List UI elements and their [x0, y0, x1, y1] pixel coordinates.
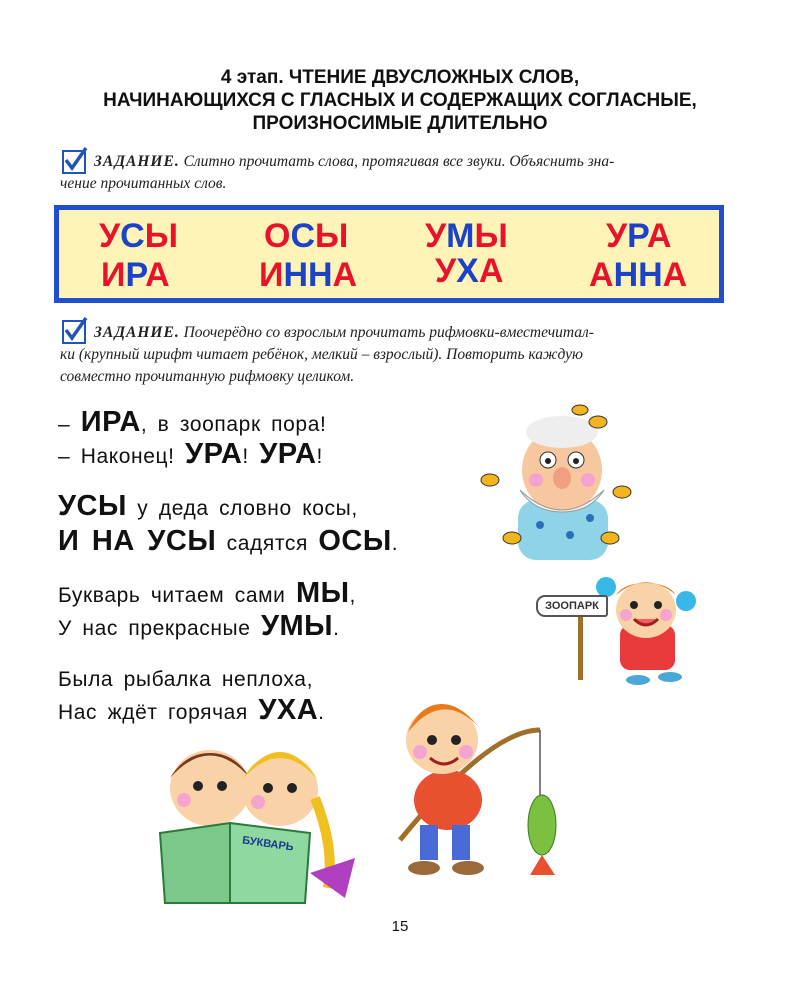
- rhyme-2-line-1: УСЫ у деда словно косы,: [58, 490, 358, 522]
- book-title: БУКВАРЬ: [241, 834, 295, 854]
- task-2: [60, 322, 732, 388]
- rhyme-2-line-2: И НА УСЫ садятся ОСЫ.: [58, 525, 399, 557]
- grandpa-with-bees-illustration: [470, 400, 640, 560]
- heading-line-3: ПРОИЗНОСИМЫЕ ДЛИТЕЛЬНО: [252, 113, 548, 134]
- girl-with-zoo-sign-illustration: [528, 565, 728, 685]
- word-ira: ИРА: [101, 256, 170, 294]
- task-1-text-line-2: чение прочитанных слов.: [60, 175, 227, 192]
- word-inna: ИННА: [259, 256, 358, 294]
- task-1-text-line-1: Слитно прочитать слова, протягивая все звуки. Объяснить зна-: [183, 153, 615, 170]
- section-heading: [0, 66, 800, 135]
- word-ura: УРА: [606, 217, 672, 255]
- task-2-text-line-1: Поочерёдно со взрослым прочитать рифмовки-вместечитал-: [183, 324, 594, 341]
- page-number: 15: [391, 918, 409, 935]
- rhyme-3-line-1: Букварь читаем сами МЫ,: [58, 577, 356, 609]
- boy-with-fish-illustration: [390, 690, 620, 885]
- word-umy: УМЫ: [425, 217, 508, 255]
- word-uha: УХА: [435, 252, 504, 290]
- rhyme-1-line-2: – Наконец! УРА! УРА!: [58, 438, 323, 470]
- rhyme-3-line-2: У нас прекрасные УМЫ.: [58, 610, 340, 642]
- syllable-word-box: [54, 205, 724, 303]
- task-1: [60, 151, 732, 195]
- kids-reading-primer-illustration: [150, 738, 360, 908]
- heading-line-2: НАЧИНАЮЩИХСЯ С ГЛАСНЫХ И СОДЕРЖАЩИХ СОГЛАСНЫЕ,: [103, 90, 697, 111]
- task-2-text-line-3: совместно прочитанную рифмовку целиком.: [60, 368, 355, 385]
- word-anna: АННА: [589, 256, 688, 294]
- task-2-label: ЗАДАНИЕ.: [94, 324, 180, 341]
- task-1-label: ЗАДАНИЕ.: [94, 153, 180, 170]
- task-2-text-line-2: ки (крупный шрифт читает ребёнок, мелкий – взрослый). Повторить каждую: [60, 346, 583, 363]
- rhyme-4-line-1: Была рыбалка неплоха,: [58, 668, 314, 691]
- zoo-sign: ЗООПАРК: [536, 595, 608, 617]
- rhyme-1-line-1: – ИРА, в зоопарк пора!: [58, 406, 327, 438]
- heading-line-1: 4 этап. ЧТЕНИЕ ДВУСЛОЖНЫХ СЛОВ,: [220, 67, 580, 88]
- rhyme-4-line-2: Нас ждёт горячая УХА.: [58, 694, 325, 726]
- word-usy: УСЫ: [99, 217, 179, 255]
- word-osy: ОСЫ: [264, 217, 349, 255]
